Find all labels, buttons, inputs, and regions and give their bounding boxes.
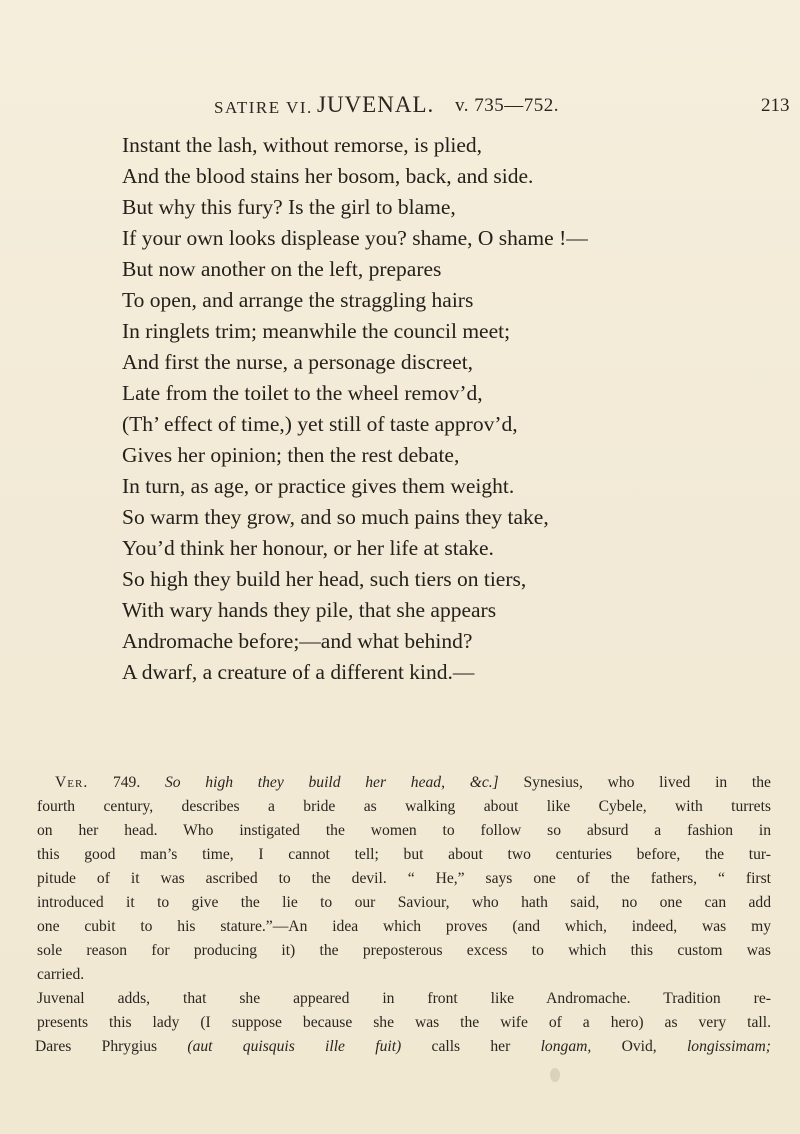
verse-line: A dwarf, a creature of a different kind.—	[122, 660, 475, 684]
footnote-text: Synesius, who lived in the	[523, 774, 771, 791]
verse-line: Instant the lash, without remorse, is plied,	[122, 133, 483, 157]
verse-lemma: So high they build her head, &c.]	[164, 774, 499, 791]
verse-line: If your own looks displease you? shame, O shame !—	[122, 226, 588, 250]
footnote-italic: longam,	[540, 1038, 592, 1055]
verse-line: Late from the toilet to the wheel remov’d,	[122, 381, 483, 405]
paper-stain	[550, 1068, 560, 1082]
footnote-line: pitude of it was ascribed to the devil. “ He,” says one of the fathers, “ first	[37, 870, 771, 887]
verse-line: (Th’ effect of time,) yet still of taste approv’d,	[122, 412, 518, 436]
footnote-text: Ovid,	[621, 1038, 657, 1055]
page-number: 213	[761, 95, 790, 116]
verse-line: So warm they grow, and so much pains they take,	[122, 505, 549, 529]
footnote-line: introduced it to give the lie to our Saviour, who hath said, no one can add	[37, 894, 771, 911]
verse-line: With wary hands they pile, that she appears	[122, 598, 497, 622]
footnote-line: carried.	[37, 966, 85, 983]
verse-line: But now another on the left, prepares	[122, 257, 442, 281]
verse-line: In turn, as age, or practice gives them weight.	[122, 474, 515, 498]
footnote-paragraph-start: Juvenal adds, that she appeared in front like Andromache. Tradition re-	[37, 990, 771, 1007]
footnote-text: Dares Phrygius	[35, 1038, 158, 1055]
verse-line: Andromache before;—and what behind?	[122, 629, 473, 653]
verse-reference-number: 749.	[112, 774, 141, 791]
verse-line: In ringlets trim; meanwhile the council meet;	[122, 319, 511, 343]
verse-line: And first the nurse, a personage discreet,	[122, 350, 474, 374]
footnote-line: presents this lady (I suppose because she was the wife of a hero) as very tall.	[37, 1014, 771, 1031]
running-header	[214, 92, 800, 122]
verse-line: But why this fury? Is the girl to blame,	[122, 195, 456, 219]
footnote-last-line	[35, 1036, 771, 1058]
footnote-line: this good man’s time, I cannot tell; but about two centuries before, the tur-	[37, 846, 771, 863]
verse-line: And the blood stains her bosom, back, and side.	[122, 164, 534, 188]
header-title: JUVENAL.	[317, 92, 435, 117]
header-verse-range: v. 735—752.	[455, 95, 560, 116]
footnote-first-line	[55, 772, 771, 794]
verse-reference-label: Ver.	[55, 774, 89, 791]
footnote-line: one cubit to his stature.”—An idea which proves (and which, indeed, was my	[37, 918, 771, 935]
footnote-line: sole reason for producing it) the preposterous excess to which this custom was	[37, 942, 771, 959]
header-satire: SATIRE VI.	[214, 98, 313, 117]
verse-line: To open, and arrange the straggling hairs	[122, 288, 474, 312]
footnote-line: fourth century, describes a bride as walking about like Cybele, with turrets	[37, 798, 771, 815]
verse-line: Gives her opinion; then the rest debate,	[122, 443, 460, 467]
footnote-italic: (aut quisquis ille fuit)	[187, 1038, 402, 1055]
footnote-italic: longissimam;	[686, 1038, 771, 1055]
verse-line: You’d think her honour, or her life at stake.	[122, 536, 494, 560]
footnote-line: on her head. Who instigated the women to follow so absurd a fashion in	[37, 822, 771, 839]
footnote-text: calls her	[431, 1038, 511, 1055]
verse-line: So high they build her head, such tiers on tiers,	[122, 567, 527, 591]
